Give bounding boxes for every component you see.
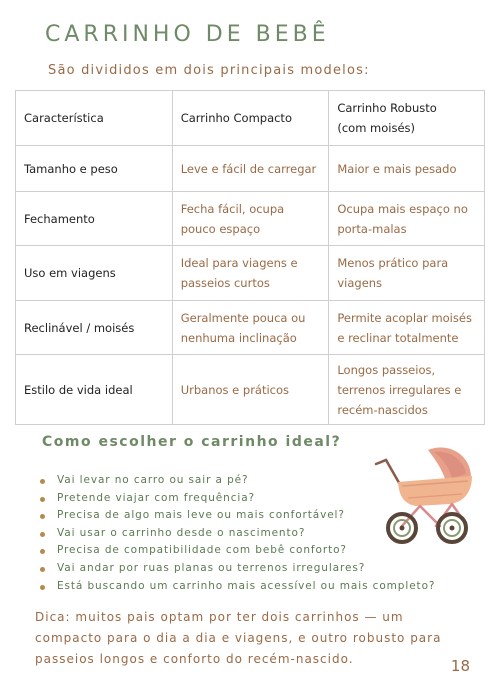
table-row bbox=[16, 192, 485, 246]
row-compact-value: Urbanos e práticos bbox=[172, 355, 329, 425]
list-item-text: Precisa de compatibilidade com bebê conforto? bbox=[57, 544, 347, 557]
header-robust-line1: Carrinho Robusto bbox=[337, 101, 437, 115]
page-title: CARRINHO DE BEBÊ bbox=[45, 22, 330, 47]
tip-text: Dica: muitos pais optam por ter dois carrinhos — um compacto para o dia a dia e viagens, e outro robusto para passeios longos e conforto do recém-nascido. bbox=[35, 610, 442, 666]
bullet-icon bbox=[40, 532, 45, 537]
table-header-row bbox=[16, 91, 485, 146]
table-row bbox=[16, 246, 485, 301]
list-item bbox=[40, 560, 460, 578]
list-item-text: Vai levar no carro ou sair a pé? bbox=[57, 474, 249, 486]
page-number: 18 bbox=[450, 657, 470, 675]
list-item-text: Vai andar por ruas planas ou terrenos irregulares? bbox=[57, 561, 366, 574]
row-compact-value: Geralmente pouca ou nenhuma inclinação bbox=[172, 301, 329, 355]
header-characteristic: Característica bbox=[16, 91, 173, 146]
bullet-icon bbox=[40, 479, 45, 484]
row-robust-value: Maior e mais pesado bbox=[329, 146, 485, 192]
comparison-table bbox=[15, 90, 485, 425]
section-heading: Como escolher o carrinho ideal? bbox=[42, 434, 342, 450]
bullet-icon bbox=[40, 585, 45, 590]
table-row bbox=[16, 301, 485, 355]
row-label: Uso em viagens bbox=[16, 246, 173, 301]
header-robust bbox=[329, 91, 485, 146]
bullet-icon bbox=[40, 514, 45, 519]
page-subtitle: São divididos em dois principais modelos: bbox=[48, 63, 370, 78]
row-robust-value: Menos prático para viagens bbox=[329, 246, 485, 301]
row-label: Fechamento bbox=[16, 192, 173, 246]
list-item bbox=[40, 578, 460, 596]
row-compact-value: Fecha fácil, ocupa pouco espaço bbox=[172, 192, 329, 246]
list-item-text: Precisa de algo mais leve ou mais confortável? bbox=[57, 509, 345, 522]
row-label: Estilo de vida ideal bbox=[16, 355, 173, 425]
header-compact: Carrinho Compacto bbox=[172, 91, 329, 146]
bullet-icon bbox=[40, 567, 45, 572]
row-label: Reclinável / moisés bbox=[16, 301, 173, 355]
row-label: Tamanho e peso bbox=[16, 146, 173, 192]
row-compact-value: Ideal para viagens e passeios curtos bbox=[172, 246, 329, 301]
row-robust-value: Permite acoplar moisés e reclinar totalmente bbox=[329, 301, 485, 355]
header-robust-line2: (com moisés) bbox=[337, 121, 416, 135]
bullet-icon bbox=[40, 549, 45, 554]
baby-stroller-icon bbox=[372, 442, 476, 546]
row-compact-value: Leve e fácil de carregar bbox=[172, 146, 329, 192]
bullet-icon bbox=[40, 497, 45, 502]
list-item-text: Está buscando um carrinho mais acessível ou mais completo? bbox=[57, 579, 436, 592]
table-row bbox=[16, 355, 485, 425]
table-row bbox=[16, 146, 485, 192]
row-robust-value: Longos passeios, terrenos irregulares e recém-nascidos bbox=[329, 355, 485, 425]
row-robust-value: Ocupa mais espaço no porta-malas bbox=[329, 192, 485, 246]
list-item-text: Vai usar o carrinho desde o nascimento? bbox=[57, 526, 306, 539]
list-item-text: Pretende viajar com frequência? bbox=[57, 491, 255, 504]
